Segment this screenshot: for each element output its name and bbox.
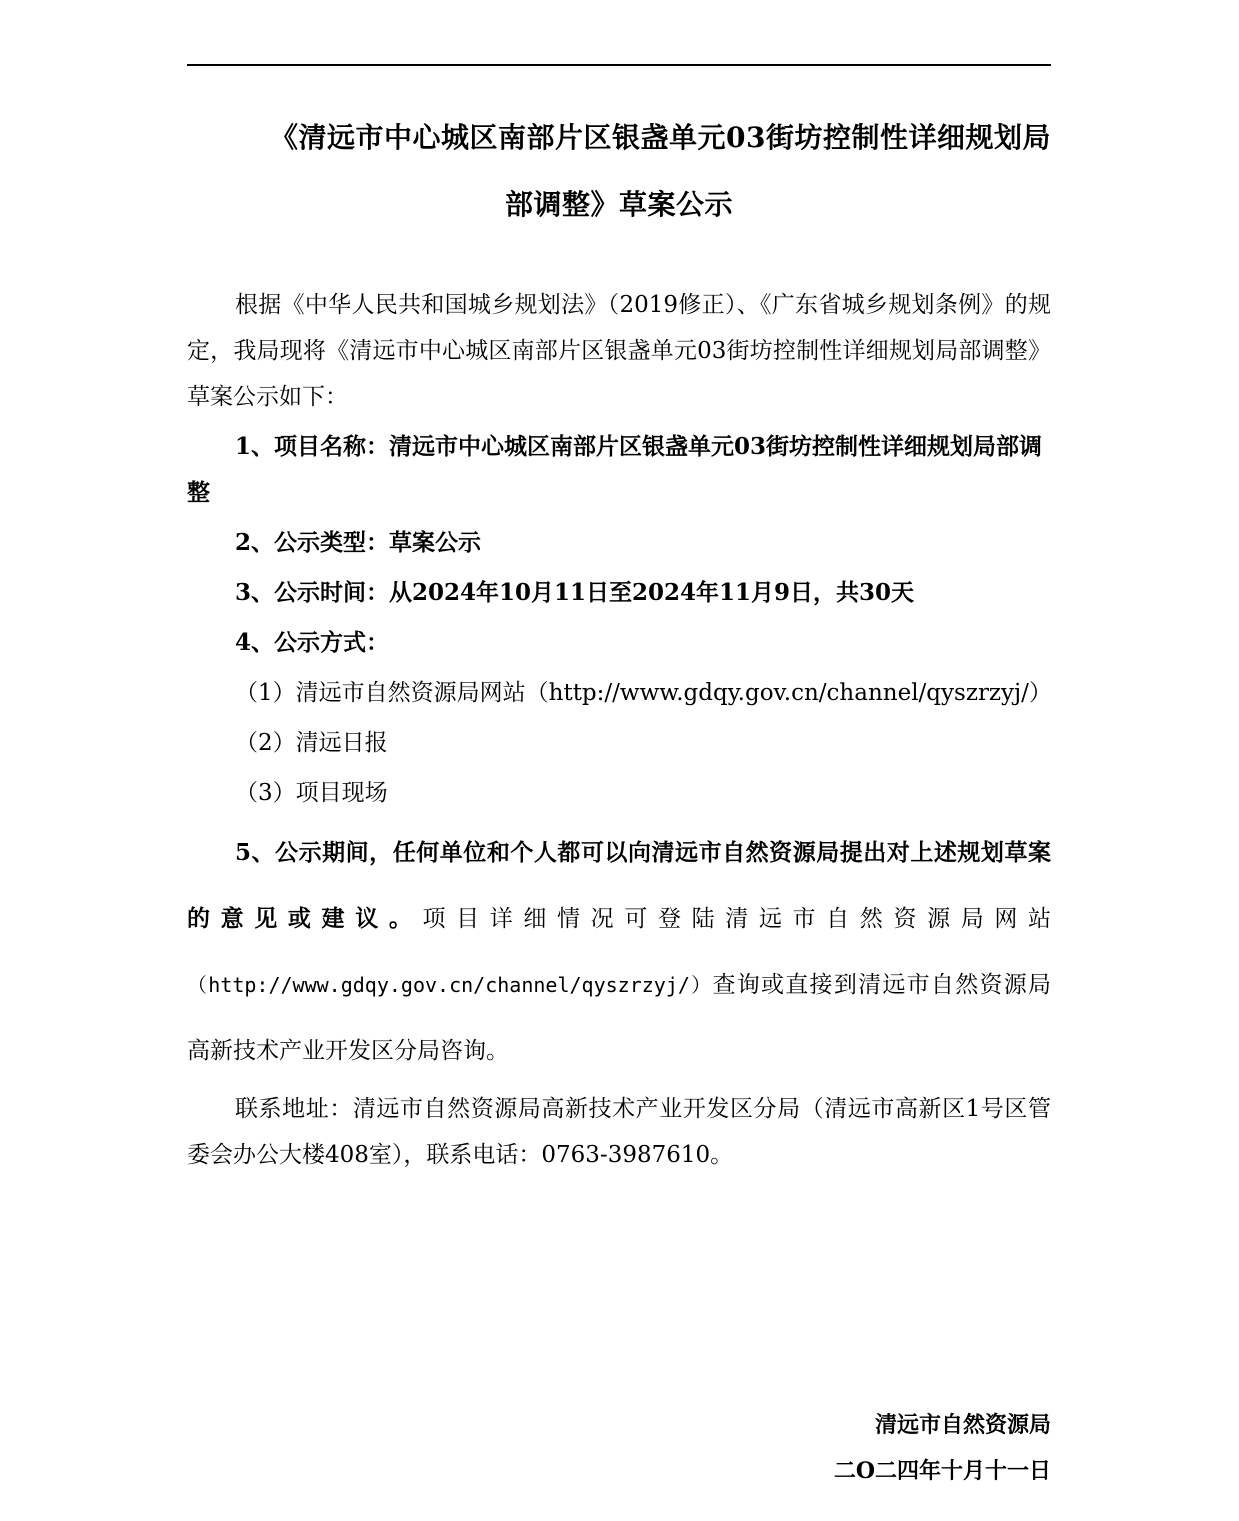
method-website: （1）清远市自然资源局网站（http://www.gdqy.gov.cn/channel/qyszrzyj/） — [235, 680, 1052, 706]
document-title-line1: 《清远市中心城区南部片区银盏单元03街坊控制性详细规划局 — [270, 121, 1051, 154]
intro-paragraph: 根据《中华人民共和国城乡规划法》（2019修正）、《广东省城乡规划条例》的规定，我局现将《清远市中心城区南部片区银盏单元03街坊控制性详细规划局部调整》草案公示如下： — [187, 292, 1051, 410]
signature-date: 二O二四年十月十一日 — [833, 1458, 1051, 1484]
feedback-bold-text: 5、公示期间，任何单位和个人都可以向清远市自然资源局提出对上述规划草案的意见或建议。 — [187, 839, 1051, 932]
item-notice-period: 3、公示时间：从2024年10月11日至2024年11月9日，共30天 — [235, 579, 915, 606]
document-title-line2: 部调整》草案公示 — [504, 188, 733, 221]
feedback-text-a: 项目详细情况可登陆清远市自然资源局网站 — [422, 906, 1052, 932]
feedback-text-b: 查询或直接到清远市自然资源局高新技术产业开发区分局咨询。 — [187, 972, 1052, 1064]
item-notice-type: 2、公示类型：草案公示 — [235, 529, 482, 556]
header-rule — [187, 64, 1051, 66]
item-notice-methods: 4、公示方式： — [235, 629, 390, 656]
item-feedback — [187, 820, 1051, 1084]
contact-paragraph: 联系地址：清远市自然资源局高新技术产业开发区分局（清远市高新区1号区管委会办公大楼408室），联系电话：0763-3987610。 — [187, 1096, 1051, 1168]
method-newspaper: （2）清远日报 — [235, 730, 388, 756]
method-site: （3）项目现场 — [235, 780, 388, 806]
signature-org: 清远市自然资源局 — [874, 1412, 1051, 1438]
feedback-url: （http://www.gdqy.gov.cn/channel/qyszrzyj/） — [187, 973, 713, 997]
document-body — [187, 282, 1051, 1178]
item-project-name: 1、项目名称：清远市中心城区南部片区银盏单元03街坊控制性详细规划局部调整 — [187, 433, 1043, 506]
